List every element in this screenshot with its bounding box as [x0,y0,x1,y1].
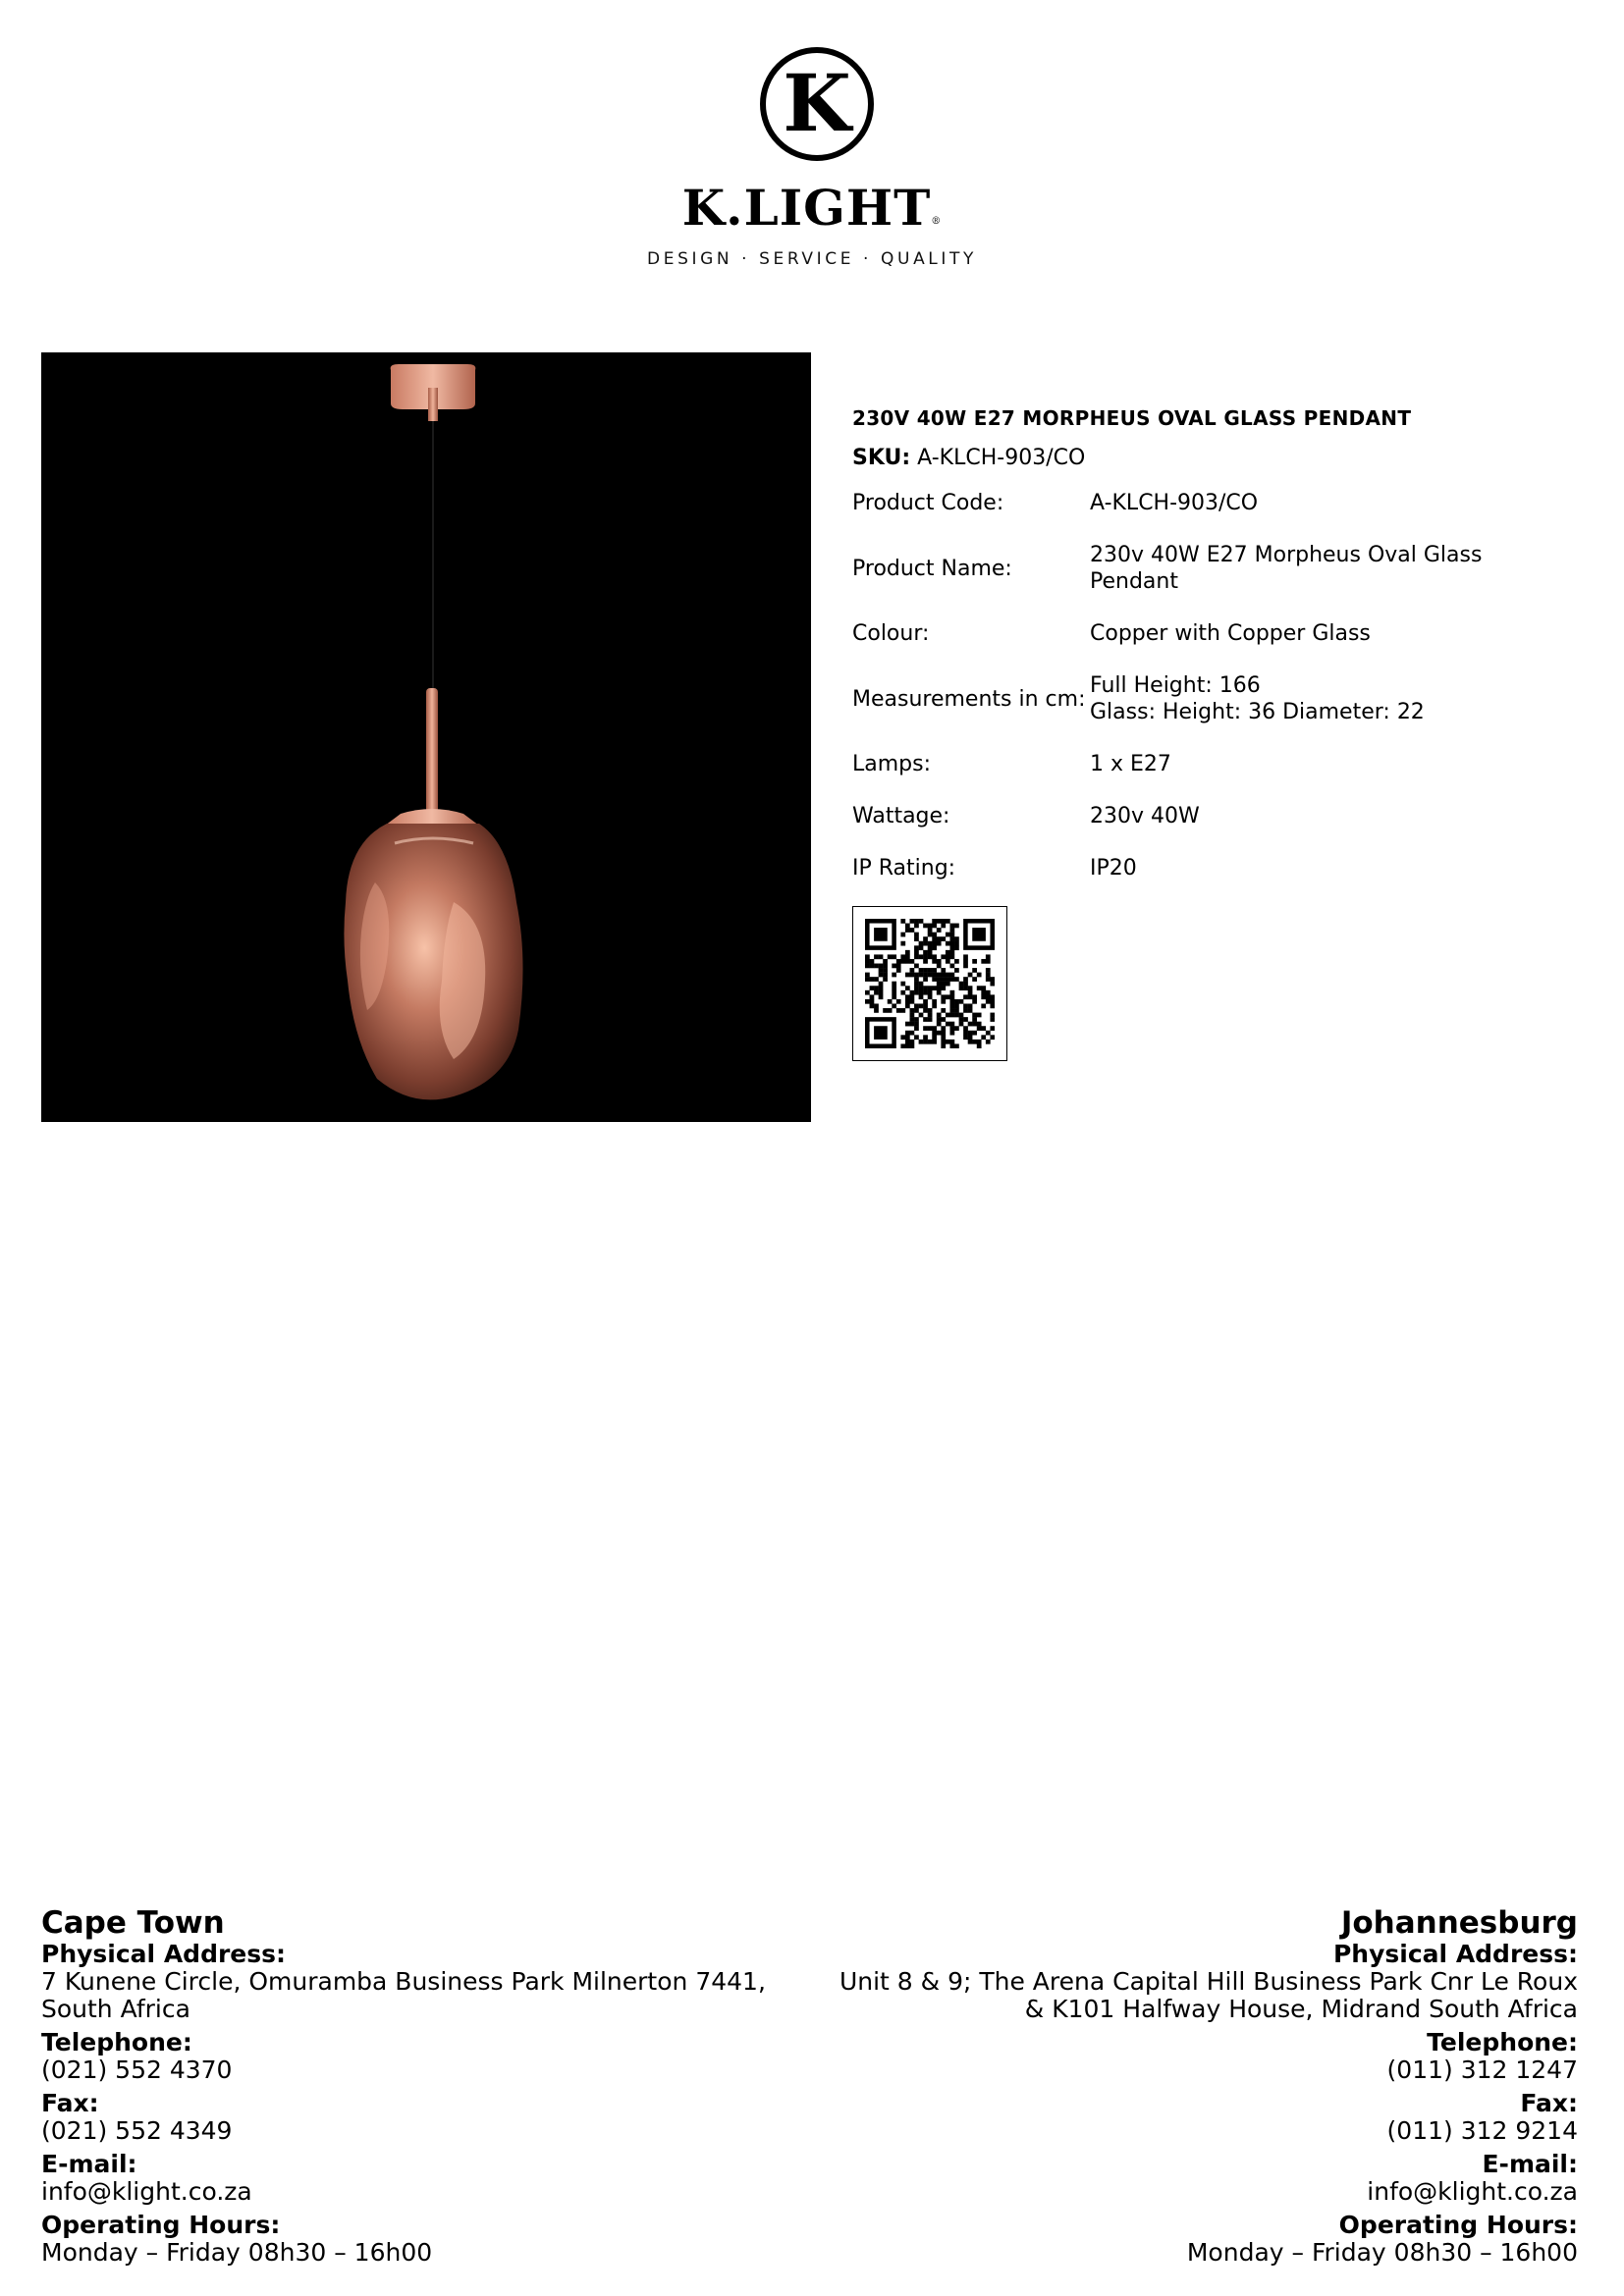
brand-name [0,179,1624,238]
product-title: 230V 40W E27 MORPHEUS OVAL GLASS PENDANT [852,406,1412,430]
spec-value [1090,660,1502,738]
qr-code-graphic [865,919,995,1048]
spec-row-lamps [852,738,1502,790]
spec-row-ip-rating [852,842,1502,894]
spec-value: 230v 40W [1090,804,1200,828]
spec-label: Product Name: [852,556,1012,581]
copper-pendant-lamp-icon [41,352,811,1122]
address-line: South Africa [41,1995,190,2023]
address-line: 7 Kunene Circle, Omuramba Business Park Milnerton 7441, [41,1967,766,1996]
hours-value: Monday – Friday 08h30 – 16h00 [41,2238,433,2267]
spec-label: Measurements in cm: [852,686,1086,712]
fax-value: (021) 552 4349 [41,2116,233,2145]
spec-label: Colour: [852,621,930,646]
telephone-label: Telephone: [1427,2028,1578,2056]
measurement-glass: Glass: Height: 36 Diameter: 22 [1090,700,1425,724]
brand-tagline: DESIGN · SERVICE · QUALITY [647,249,977,269]
sku-label: SKU: [852,446,911,470]
spec-label: Wattage: [852,804,950,828]
spec-label: Product Code: [852,491,1004,515]
email-link[interactable]: info@klight.co.za [41,2177,252,2206]
spec-table [852,477,1502,894]
spec-label: Lamps: [852,752,932,776]
spec-row-product-name [852,529,1502,608]
fax-value: (011) 312 9214 [1386,2116,1578,2145]
sku-value: A-KLCH-903/CO [917,446,1086,470]
spec-row-colour [852,608,1502,660]
email-label: E-mail: [1482,2150,1578,2178]
spec-label: IP Rating: [852,856,956,881]
hours-label: Operating Hours: [1338,2211,1578,2239]
city-name: Cape Town [41,1905,225,1941]
telephone-value[interactable]: (011) 312 1247 [1386,2056,1578,2084]
email-label: E-mail: [41,2150,137,2178]
address-label: Physical Address: [1332,1940,1578,1968]
city-name: Johannesburg [1340,1905,1578,1941]
qr-code-icon[interactable] [852,906,1007,1061]
spec-value: IP20 [1090,856,1137,881]
fax-label: Fax: [41,2089,99,2117]
telephone-label: Telephone: [41,2028,192,2056]
logo-letter: K [783,57,851,149]
footer-johannesburg [773,1905,1578,2267]
measurement-full-height: Full Height: 166 [1090,673,1261,698]
fax-label: Fax: [1520,2089,1578,2117]
address-label: Physical Address: [41,1940,287,1968]
footer-cape-town [41,1905,807,2267]
sku-line [852,444,1559,473]
product-specs [852,404,1559,1061]
hours-label: Operating Hours: [41,2211,281,2239]
spec-value: 230v 40W E27 Morpheus Oval Glass Pendant [1090,543,1483,594]
spec-value: A-KLCH-903/CO [1090,491,1259,515]
spec-row-wattage [852,790,1502,842]
registered-mark: ® [931,216,943,227]
product-photo [41,352,811,1122]
spec-row-measurements [852,660,1502,738]
address-line: Unit 8 & 9; The Arena Capital Hill Business Park Cnr Le Roux [839,1967,1578,1996]
brand-name-text: K.LIGHT [681,179,932,237]
address-line: & K101 Halfway House, Midrand South Africa [1024,1995,1578,2023]
spec-value: Copper with Copper Glass [1090,621,1371,646]
email-link[interactable]: info@klight.co.za [1367,2177,1578,2206]
hours-value: Monday – Friday 08h30 – 16h00 [1186,2238,1578,2267]
klight-logo-icon [760,47,874,161]
spec-row-product-code [852,477,1502,529]
spec-value: 1 x E27 [1090,752,1171,776]
telephone-value[interactable]: (021) 552 4370 [41,2056,233,2084]
